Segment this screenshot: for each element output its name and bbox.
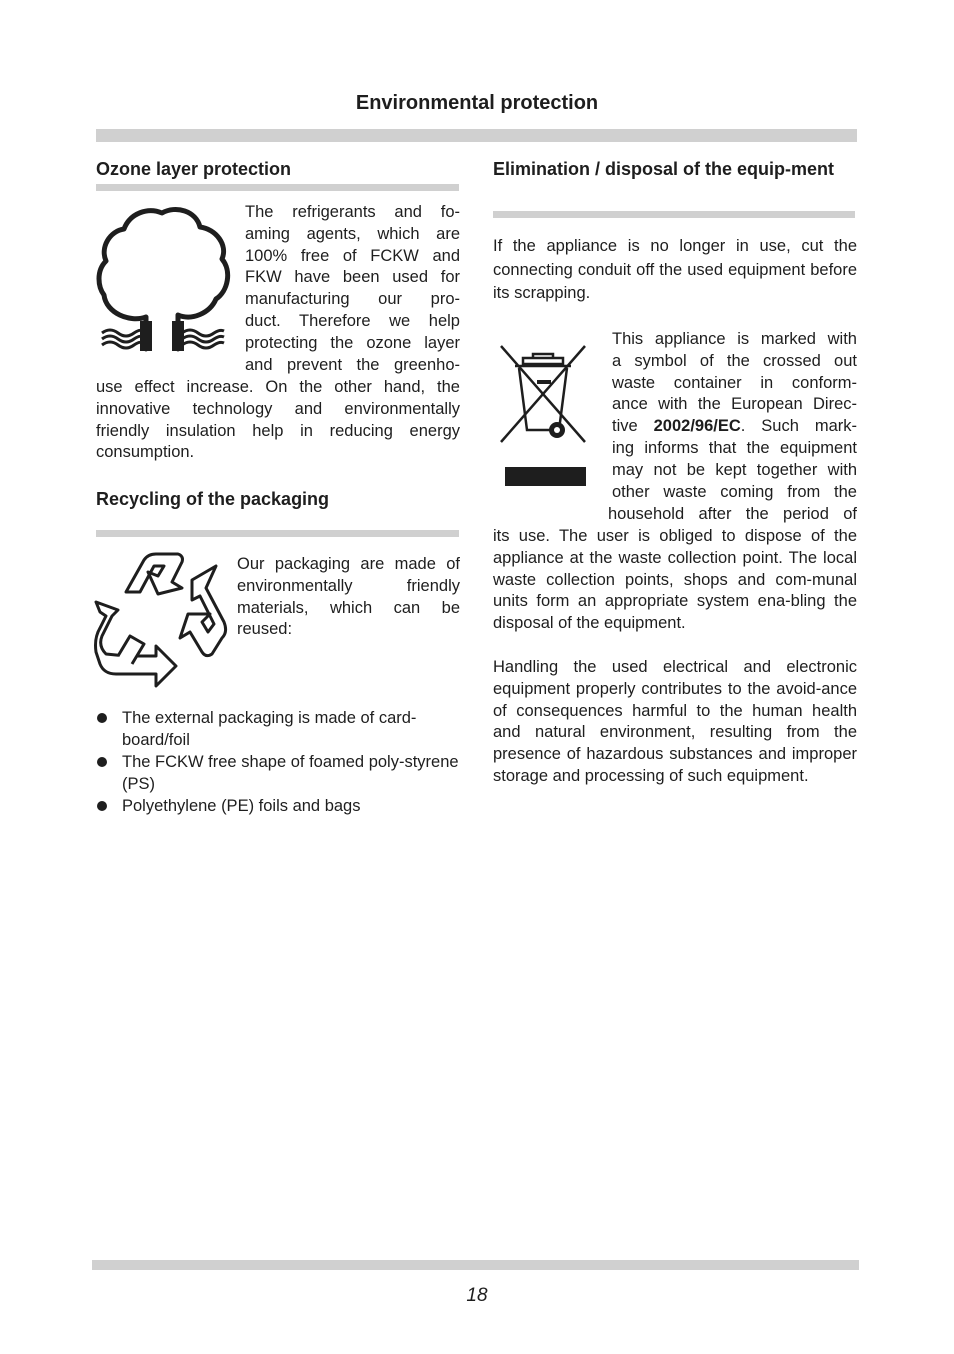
ozone-paragraph-wrapped [245, 202, 460, 376]
marking-line: This appliance is marked with [612, 330, 857, 348]
ozone-line: duct. Therefore we help [245, 311, 460, 330]
crossed-out-bin-icon [497, 346, 589, 488]
marking-line: a symbol of the crossed out [612, 351, 857, 370]
list-item: Polyethylene (PE) foils and bags [96, 795, 460, 817]
disposal-marking-wrapped [612, 329, 857, 503]
marking-line: ance with the European Direc- [612, 395, 857, 414]
disposal-heading-rule [493, 211, 855, 218]
recycling-bullet-list [96, 707, 460, 817]
marking-after: . Such mark- [740, 417, 858, 436]
recycle-icon [96, 552, 226, 690]
page-title: Environmental protection [355, 92, 599, 114]
recycling-heading-rule [96, 530, 459, 537]
ozone-line: FKW have been used for [245, 268, 460, 287]
footer-rule [92, 1260, 859, 1270]
marking-line: ing informs that the equipment [612, 438, 857, 457]
directive-number: 2002/96/EC [653, 417, 741, 436]
ozone-line: The refrigerants and fo- [245, 203, 460, 221]
ozone-heading-rule [96, 184, 459, 191]
ozone-line: and prevent the greenho- [245, 355, 460, 374]
ozone-line: manufacturing our pro- [245, 290, 460, 309]
ozone-heading: Ozone layer protection [96, 159, 292, 179]
ozone-line: protecting the ozone layer [245, 333, 460, 352]
tree-icon [96, 205, 230, 351]
marking-before: tive [612, 417, 654, 436]
list-item: The external packaging is made of card-board/foil [96, 707, 460, 751]
marking-line-household: household after the period of [608, 505, 857, 523]
marking-line: other waste coming from the [612, 482, 857, 501]
disposal-heading: Elimination / disposal of the equip-ment [493, 159, 835, 179]
ozone-line: aming agents, which are [245, 224, 460, 243]
disposal-intro: If the appliance is no longer in use, cut the connecting conduit off the used equipment before its scrapping. [493, 237, 857, 302]
page-number: 18 [466, 1285, 488, 1306]
ozone-paragraph-rest: use effect increase. On the other hand, the innovative technology and environmentally friendly insulation help in reducing energy consumption. [96, 378, 460, 462]
list-item: The FCKW free shape of foamed poly-styrene (PS) [96, 751, 460, 795]
marking-line: may not be kept together with [612, 460, 857, 479]
ozone-line: 100% free of FCKW and [245, 246, 460, 265]
disposal-marking-rest: its use. The user is obliged to dispose of the appliance at the waste collection point. The local waste collection points, shops and com-munal units form an appropriate system ena-bling the disposal of the equipment. [493, 527, 857, 633]
recycling-paragraph: Our packaging are made of environmentally friendly materials, which can be reused: [237, 555, 460, 639]
title-rule [96, 129, 857, 142]
disposal-handling: Handling the used electrical and electronic equipment properly contributes to the avoid-ance of consequences harmful to the human health and natural environment, resulting from the presence of hazardous substances and improper storage and processing of such equipment. [493, 658, 857, 785]
recycling-heading: Recycling of the packaging [96, 489, 330, 509]
marking-line-directive [612, 416, 857, 438]
marking-line: waste container in conform- [612, 373, 857, 392]
